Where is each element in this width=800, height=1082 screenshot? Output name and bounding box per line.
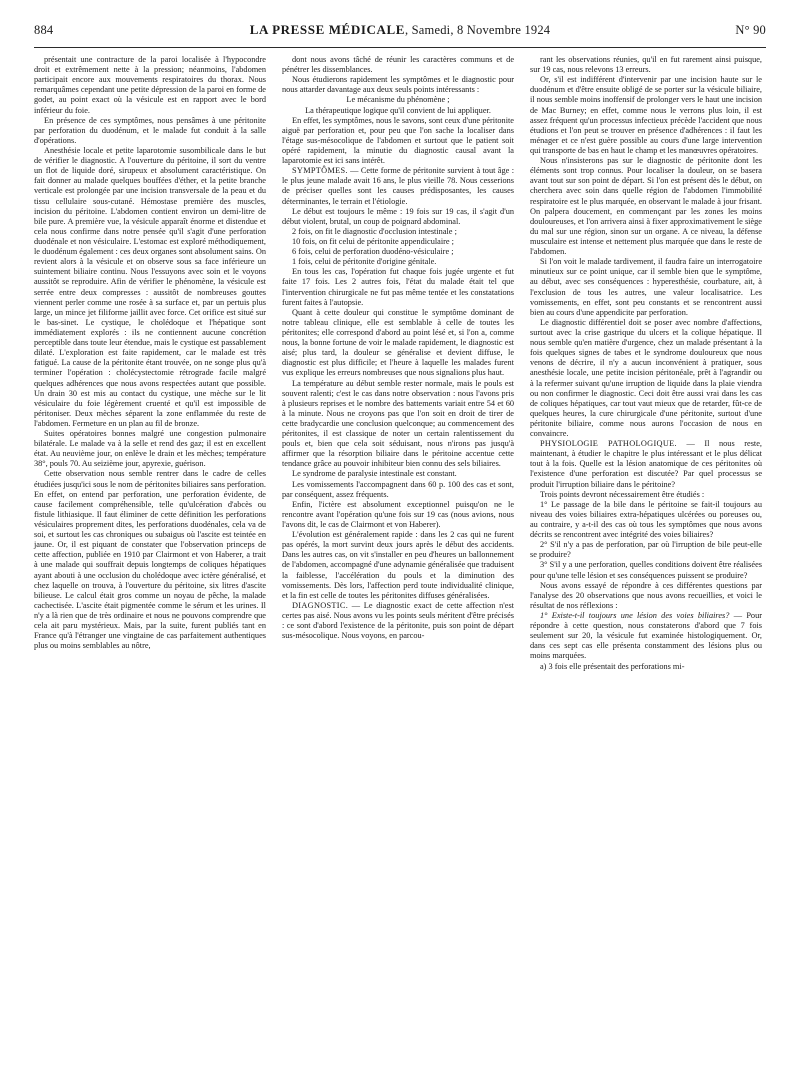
section-heading-inline: PHYSIOLOGIE PATHOLOGIQUE. [540, 439, 677, 449]
paragraph: La température au début semble rester normale, mais le pouls est souvent ralenti; c'est le cas dans notre observation : nous l'avons pris à plusieurs reprises et le nombre des battements variait entre 54 et 60 à la minute. Nous ne croyons pas que l'on soit en droit de tirer de cette bradycardie une conclusion quelconque; au commencement des péritonites, il est classique de noter un certain ralentissement du pouls et, bien que cela soit séduisant, nous n'irons pas jusqu'à affirmer que la résorption biliaire dans le péritoine accentue cette tendance grâce au pouvoir inhibiteur bien connu des sels biliaires. [282, 378, 514, 469]
paragraph: 6 fois, celui de perforation duodéno-vésiculaire ; [292, 247, 454, 257]
paragraph: 1° Le passage de la bile dans le péritoine se fait-il toujours au niveau des voies biliaires extra-hépatiques ulcérées ou poreuses ou, au contraire, y a-t-il des cas où tous les symptômes que nous avons décrits se rencontrent avec intégrité des voies biliaires? [530, 499, 762, 540]
paragraph: Si l'on voit le malade tardivement, il faudra faire un interrogatoire minutieux sur ce point unique, car il semble bien que le symptôme, au début, avec ses conséquences : hyperesthésie, courbature, ait, à l'exclusion de tous les autres, une valeur localisatrice. Les vomissements, en effet, sont peu constants et se rencontrent aussi bien au cours d'une appendicite par perforation. [530, 257, 762, 317]
paragraph: Le diagnostic différentiel doit se poser avec nombre d'affections, surtout avec la crise gastrique du ulcers et la colique hépatique. Il nous semble qu'en matière d'urgence, chez un malade présentant à la fois quelques signes de tabes et le syndrome douloureux que nous venons de décrire, il n'y a aucun inconvénient à pratiquer, sous anesthésie locale, une petite incision péritonéale, prêt à l'agrandir ou à la refermer suivant qu'une irruption de liquide dans la plaie viendra ou non confirmer le diagnostic. Ceci doit être aussi vrai dans les cas de coliques hépatiques, car tout vaut mieux que de retarder, fût-ce de quelques heures, la cure chirurgicale d'une péritonite, surtout d'une péritonite biliaire, comme nous aurons l'occasion de nous en convaincre. [530, 317, 762, 439]
paragraph: Anesthésie locale et petite laparotomie susombilicale dans le but de vérifier le diagnostic. A l'ouverture du péritoine, il sort du ventre un flot de liquide doré, sirupeux et absolument caractéristique. On fait donner au malade quelques bouffées d'éther, et la petite branche verticale est prolongée par une incision transversale de la peau et du tissu cellulaire sous-cutané. Hémostase première des muscles, incision du péritoine. L'abdomen contient environ un demi-litre de bile pure. A première vue, la vésicule apparaît énorme et distendue et cela nous confirme dans notre pensée qu'il s'agit d'une perforation duodénale et non vésiculaire. L'estomac est exploré méthodiquement, le duodénum également : ces deux organes sont absolument sains. On revient alors à la vésicule et on observe sous sa face inférieure un suintement biliaire continu. Nous l'essuyons avec soin et le voyons aussitôt se reproduire. Afin de vérifier le phénomène, la vésicule est serrée entre deux compresses : aussitôt de nombreuses gouttes viennent perler comme une rosée à sa surface et, par un pertuis plus large, un mince jet filiforme jaillit avec force. Cet orifice est situé sur le bas-sinet. Le cystique, le cholédoque et l'hépatique sont immédiatement explorés : ils ne contiennent aucune concrétion perceptible dans toute leur étendue, mais le cystique est passablement dilaté. L'exploration est faite rapidement, car le malade est très fatigué. La cause de la péritonite étant trouvée, on ne songe plus qu'à terminer l'opération : cholécystectomie rétrograde facile malgré quelques adhérences que nous avons respectées autant que possible. Un drain 30 est mis au contact du cystique, une mèche sur le lit vésiculaire du foie légèrement cruenté et qu'il est impossible de péritoniser. Deux mèches séparent la zone enflammée du reste de l'abdomen. Fermeture en un plan au fil de bronze. [34, 145, 266, 428]
paragraph: 2 fois, on fit le diagnostic d'occlusion intestinale ; [292, 226, 457, 236]
column-3 [530, 55, 762, 1065]
paragraph: En présence de ces symptômes, nous pensâmes à une péritonite par perforation du duodénum, et le malade fut conduit à la salle d'opérations. [34, 115, 266, 145]
paragraph: dont nous avons tâché de réunir les caractères communs et de pénétrer les dissemblances. [282, 55, 514, 75]
paragraph: L'évolution est généralement rapide : dans les 2 cas qui ne furent pas opérés, la mort survint deux jours après le début des accidents. Dans les autres cas, on vit s'installer en peu d'heures un ballonnement de l'abdomen, accompagné d'une adynamie généralisée que traduisent la faiblesse, l'accélération du pouls et la diminution des vomissements. Dès lors, l'affection perd toute individualité clinique, et la fin est celle de toutes les péritonites diffuses généralisées. [282, 530, 514, 600]
paragraph: 2° S'il n'y a pas de perforation, par où l'irruption de bile peut-elle se produire? [530, 540, 762, 560]
paragraph: Les vomissements l'accompagnent dans 60 p. 100 des cas et sont, par conséquent, assez fréquents. [282, 479, 514, 499]
paragraph: Quant à cette douleur qui constitue le symptôme dominant de notre tableau clinique, elle est semblable à celle de toutes les péritonites; elle correspond d'abord au point lésé et, si l'on a, comme nous, la bonne fortune de voir le malade rapidement, le diagnostic est aisé; plus tard, la douleur se généralise et devient diffuse, le diagnostic est plus difficile; et l'heure à laquelle les malades furent vus explique les erreurs nombreuses que nous signalions plus haut. [282, 307, 514, 378]
paragraph: Or, s'il est indifférent d'intervenir par une incision haute sur le duodénum et d'être ensuite obligé de se porter sur la vésicule biliaire, il nous semble moins inoffensif de prolonger vers le haut une incision de Mac Burney; en effet, comme nous le verrons plus loin, il est assez fréquent qu'un processus infectieux précède l'accident que nous étudions et l'on peut se trouver en présence d'adhérences : il faut les ménager et ce n'est guère possible au cours d'une large intervention qui transporte de bas en haut le champ et les manœuvres opératoires. [530, 75, 762, 155]
paragraph: a) 3 fois elle présentait des perforations mi- [540, 661, 685, 671]
paragraph: présentait une contracture de la paroi localisée à l'hypocondre droit et extrêmement nette à la pression; néanmoins, l'abdomen participait encore aux mouvements respiratoires du thorax. Nous remarquâmes cependant une petite dépression de la paroi en forme de godet, au point exact où la vésicule est en rapport avec le bord inférieur du foie. [34, 55, 266, 115]
paragraph: 1° Existe-t-il toujours une lésion des voies biliaires? — Pour répondre à cette question, nous constaterons d'abord que 7 fois seulement sur 20, la vésicule fut examinée histologiquement. Or, dans ces sept cas elle présenta constamment des lésions plus ou moins marquées. [530, 611, 762, 661]
header-rule [34, 47, 766, 48]
paragraph: Le début est toujours le même : 19 fois sur 19 cas, il s'agit d'un début violent, brutal, un coup de poignard abdominal. [282, 206, 514, 226]
masthead [34, 22, 766, 41]
paragraph: Le syndrome de paralysie intestinale est constant. [292, 469, 457, 479]
paragraph: La thérapeutique logique qu'il convient de lui appliquer. [305, 105, 491, 115]
paragraph: Enfin, l'ictère est absolument exceptionnel puisqu'on ne le rencontre avant l'opération qu'une fois sur 19 cas (nous avions, nous l'avons dit, le cas de Clairmont et von Haberer). [282, 499, 514, 530]
section-heading-inline: DIAGNOSTIC. [292, 600, 349, 610]
journal-name: LA PRESSE MÉDICALE [249, 22, 405, 37]
paragraph: SYMPTÔMES. — Cette forme de péritonite survient à tout âge : le plus jeune malade avait 16 ans, le plus vieille 78. Nous cesserions de préciser quelles sont les causes prédisposantes, les causes déterminantes, le terrain et l'étiologie. [282, 166, 514, 206]
paragraph: DIAGNOSTIC. — Le diagnostic exact de cette affection n'est certes pas aisé. Nous avons vu les points seuls méritent d'être précisés : ce sont d'abord l'existence de la péritonite, puis son point de départ sus-mésocolique. Nous voyons, en parcou- [282, 600, 514, 641]
text-columns [34, 55, 766, 1065]
paragraph: Nous avons essayé de répondre à ces différentes questions par l'analyse des 20 observations que nous avons recueillies, et voici le résultat de nos réflexions : [530, 580, 762, 610]
paragraph: Cette observation nous semble rentrer dans le cadre de celles étudiées jusqu'ici sous le nom de péritonites biliaires sans perforation. En effet, on entend par perforation, une perforation évidente, de cause facilement compréhensible, telle qu'ulcération d'abcès ou fistule lithiasique. Il faut éliminer de cette définition les perforations vésiculaires proprement dites, les perforations duodénales, cela va de soi, et surtout les cas chroniques ou subaigus où l'ascite est teintée en jaune. Or, il est piquant de constater que l'observation princeps de cette affection, publiée en 1910 par Clairmont et von Haberer, a trait à une malade qui souffrait depuis longtemps de coliques hépatiques ayant abouti à une occlusion du cholédoque avec ictère généralisé, et chez laquelle on trouva, à l'ouverture du péritoine, six litres d'ascite bilieuse. Le calcul était gros comme un noyau de pêche, la malade cachectisée. L'ascite était pigmentée comme le sérum et les urines. Il n'y a là rien que de très ordinaire et nous ne pouvons comprendre que cela ait paru mystérieux. Mais, par la suite, furent publiés tant en France qu'à l'étranger une vingtaine de cas parfaitement authentiques plus ou moins semblables au nôtre, [34, 469, 266, 651]
paragraph: PHYSIOLOGIE PATHOLOGIQUE. — Il nous reste, maintenant, à étudier le chapitre le plus intéressant et le plus délicat tout à la fois. Quelle est la lésion anatomique de ces péritonites où l'existence d'une perforation est discutée? Par quel processus se produit l'irruption biliaire dans le péritoine? [530, 439, 762, 489]
paragraph: Nous n'insisterons pas sur le diagnostic de péritonite dont les éléments sont trop connus. Pour localiser la douleur, on se basera avant tout sur son point de départ. Si l'on est présent dès le début, on cherchera avec soin dans quelle région de l'abdomen l'immobilité respiratoire est le plus marquée, en observant le malade à jour frisant. On palpera doucement, en commençant par les zones les moins douloureuses, et l'on arrivera ainsi à fixer approximativement le siège du mal sur une région, sinon sur un organe. A ce niveau, la défense musculaire est intense et nettement plus marquée que dans le reste de l'abdomen. [530, 156, 762, 257]
paragraph: Le mécanisme du phénomène ; [346, 95, 450, 105]
paragraph: Trois points devront nécessairement être étudiés : [540, 489, 705, 499]
paragraph: 1 fois, celui de péritonite d'origine génitale. [292, 257, 437, 267]
paragraph: Suites opératoires bonnes malgré une congestion pulmonaire bilatérale. Le malade va à la selle et rend des gaz; il est en excellent état. Au neuvième jour, on enlève le drain et les mèches; température 38°, pouls 70. Au seizième jour, apyrexie, guérison. [34, 429, 266, 469]
column-1 [34, 55, 266, 1065]
paragraph: En tous les cas, l'opération fut chaque fois jugée urgente et fut faite 17 fois. Les 2 autres fois, l'état du malade était tel que l'intervention chirurgicale ne fut pas même tentée et les constatations furent faites à l'autopsie. [282, 267, 514, 307]
question-heading-inline: 1° Existe-t-il toujours une lésion des voies biliaires? [540, 611, 730, 621]
issue-number: N° 90 [735, 23, 766, 37]
paragraph: Nous étudierons rapidement les symptômes et le diagnostic pour nous attarder davantage aux deux seuls points intéressants : [282, 75, 514, 95]
column-2 [282, 55, 514, 1065]
section-heading-inline: SYMPTÔMES. [292, 166, 348, 176]
issue-date: , Samedi, 8 Novembre 1924 [405, 23, 551, 37]
paragraph: 10 fois, on fit celui de péritonite appendiculaire ; [292, 236, 454, 246]
paragraph: rant les observations réunies, qu'il en fut rarement ainsi puisque, sur 19 cas, nous relevons 13 erreurs. [530, 55, 762, 75]
paragraph: 3° S'il y a une perforation, quelles conditions doivent être réalisées pour qu'une telle lésion et ses conséquences puissent se produire? [530, 560, 762, 580]
masthead-title [114, 22, 686, 38]
paragraph: En effet, les symptômes, nous le savons, sont ceux d'une péritonite aiguë par perforation et, pour peu que l'on sache la localiser dans l'étage sus-mésocolique de l'abdomen et surtout que le patient soit opéré rapidement, la minutie du diagnostic causal avant la laparotomie est ici sans intérêt. [282, 115, 514, 166]
folio-left: 884 [34, 23, 54, 37]
